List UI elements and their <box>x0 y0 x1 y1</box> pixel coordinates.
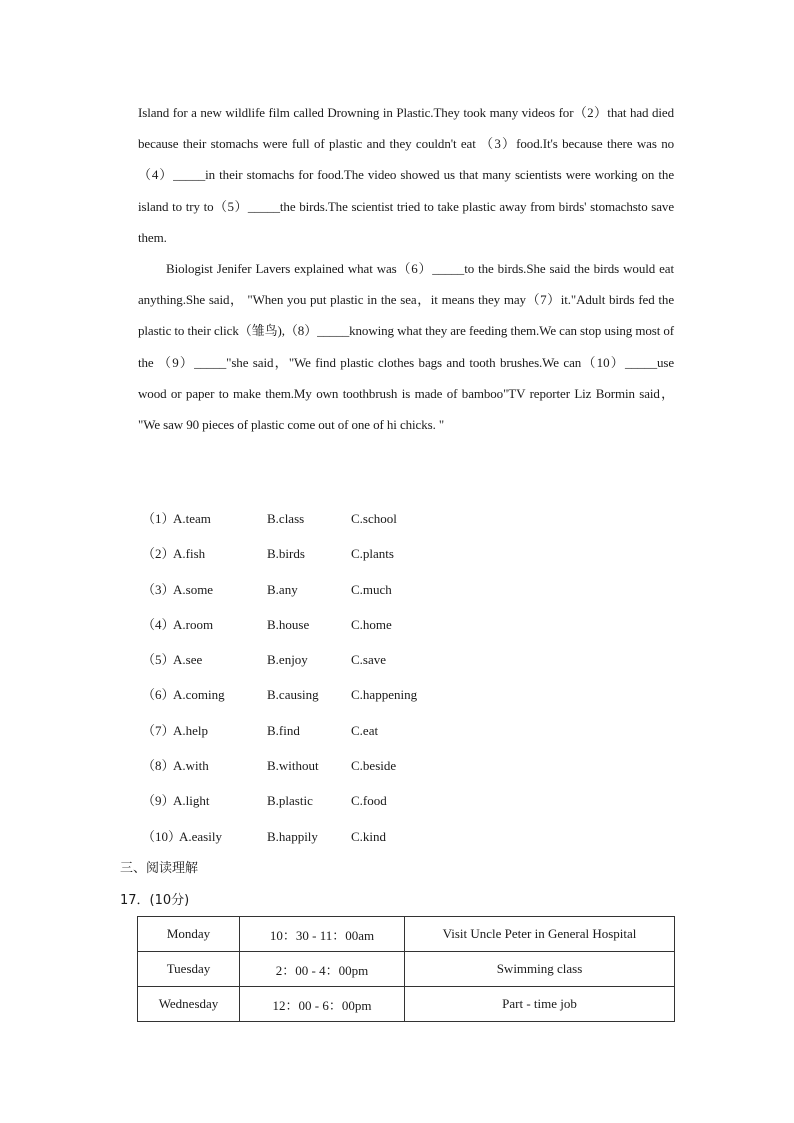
schedule-table <box>137 916 675 1022</box>
option-c: C.school <box>351 511 397 526</box>
option-c: C.eat <box>351 722 379 738</box>
option-c: C.plants <box>351 546 394 562</box>
option-a: A.help <box>173 722 209 738</box>
option-a: A.light <box>173 793 210 809</box>
option-a: A.with <box>173 758 209 774</box>
schedule-day: Wednesday <box>138 987 240 1022</box>
option-c: C.beside <box>351 758 397 774</box>
option-number: （1） <box>142 511 175 526</box>
table-row <box>138 917 675 952</box>
option-a: A.easily <box>179 828 222 844</box>
table-row <box>138 987 675 1022</box>
table-row <box>138 952 675 987</box>
option-row <box>142 646 542 681</box>
option-a: A.fish <box>173 546 206 562</box>
option-b: B.house <box>267 616 310 632</box>
option-c: C.much <box>351 581 392 597</box>
option-number: （5） <box>142 652 175 668</box>
schedule-time: 10：30 - 11：00am <box>240 917 405 952</box>
option-number: （10） <box>142 828 182 844</box>
option-c: C.happening <box>351 687 418 703</box>
schedule-time: 12：00 - 6：00pm <box>240 987 405 1022</box>
schedule-day: Tuesday <box>138 952 240 987</box>
option-b: B.find <box>267 722 300 738</box>
option-row <box>142 505 542 540</box>
option-row <box>142 752 542 787</box>
option-a: A.room <box>173 616 214 632</box>
option-number: （6） <box>142 687 175 703</box>
cloze-passage <box>138 97 674 440</box>
passage-paragraph-1: Island for a new wildlife film called Drowning in Plastic.They took many videos for（2）that had died because their stomachs were full of plastic and they couldn't eat （3）food.It's because there was no（4）_____in their stomachs for food.The video showed us that many scientists were working on the island to try to（5）_____the birds.The scientist tried to take plastic away from birds' stomachsto save them. <box>138 105 674 245</box>
option-row <box>142 576 542 611</box>
option-c: C.save <box>351 652 387 668</box>
option-number: （8） <box>142 758 175 774</box>
option-b: B.class <box>267 511 305 526</box>
option-a: A.team <box>173 511 211 526</box>
option-b: B.plastic <box>267 793 313 809</box>
option-c: C.home <box>351 616 392 632</box>
schedule-activity: Visit Uncle Peter in General Hospital <box>405 917 675 952</box>
question-number: 17．(10分) <box>120 893 190 908</box>
option-b: B.enjoy <box>267 652 308 668</box>
option-a: A.coming <box>173 687 225 703</box>
option-b: B.birds <box>267 546 305 562</box>
schedule-time: 2：00 - 4：00pm <box>240 952 405 987</box>
option-b: B.any <box>267 581 298 597</box>
answer-options <box>142 505 542 858</box>
option-b: B.causing <box>267 687 319 703</box>
option-number: （4） <box>142 616 175 632</box>
section-title: 三、阅读理解 <box>120 861 199 876</box>
option-c: C.kind <box>351 828 387 844</box>
option-c: C.food <box>351 793 387 809</box>
option-a: A.see <box>173 652 203 668</box>
option-b: B.happily <box>267 828 318 844</box>
option-row <box>142 823 542 858</box>
schedule-day: Monday <box>138 917 240 952</box>
schedule-activity: Swimming class <box>405 952 675 987</box>
option-row <box>142 540 542 575</box>
option-number: （2） <box>142 546 175 562</box>
option-row <box>142 717 542 752</box>
option-number: （9） <box>142 793 175 809</box>
option-a: A.some <box>173 581 214 597</box>
option-b: B.without <box>267 758 319 774</box>
option-row <box>142 787 542 822</box>
option-number: （3） <box>142 581 175 597</box>
schedule-activity: Part - time job <box>405 987 675 1022</box>
option-row <box>142 681 542 716</box>
option-row <box>142 611 542 646</box>
passage-paragraph-2: Biologist Jenifer Lavers explained what was（6）_____to the birds.She said the birds would eat anything.She said， "When you put plastic in the sea，it means they may（7）it."Adult birds fed the plastic to their click（雏鸟),（8）_____knowing what they are feeding them.We can stop using most of the （9）_____"she said，"We find plastic clothes bags and tooth brushes.We can（10）_____use wood or paper to make them.My own toothbrush is made of bamboo"TV reporter Liz Bormin said， "We saw 90 pieces of plastic come out of one of hi chicks. " <box>138 261 674 433</box>
option-number: （7） <box>142 722 175 738</box>
